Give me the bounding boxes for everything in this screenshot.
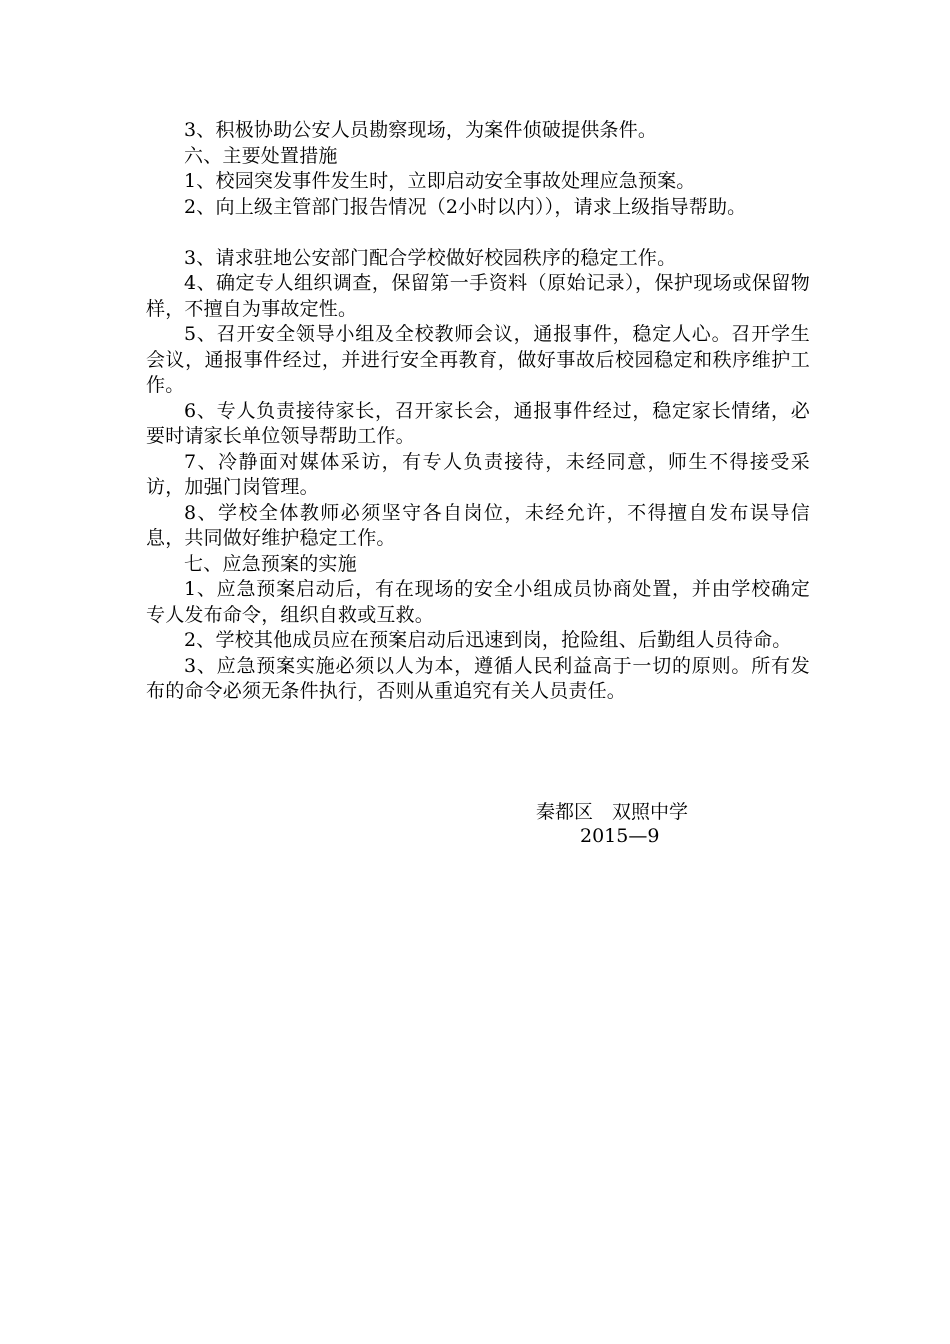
paragraph-measure-4: 4、确定专人组织调查，保留第一手资料（原始记录），保护现场或保留物样，不擅自为事故定性。 (146, 272, 810, 320)
paragraph-measure-8: 8、学校全体教师必须坚守各自岗位，未经允许，不得擅自发布误导信息，共同做好维护稳定工作。 (146, 501, 810, 549)
document-body (146, 118, 810, 705)
paragraph-measure-2: 2、向上级主管部门报告情况（2小时以内）），请求上级指导帮助。 (184, 195, 747, 218)
paragraph-measure-1: 1、校园突发事件发生时，立即启动安全事故处理应急预案。 (184, 170, 696, 192)
paragraph-implementation-3: 3、应急预案实施必须以人为本，遵循人民利益高于一切的原则。所有发布的命令必须无条件执行，否则从重追究有关人员责任。 (146, 654, 810, 702)
signature-date: 2015—9 (580, 825, 660, 847)
paragraph-measure-6: 6、专人负责接待家长，召开家长会，通报事件经过，稳定家长情绪，必要时请家长单位领导帮助工作。 (146, 399, 810, 447)
section-heading-implementation: 七、应急预案的实施 (184, 552, 357, 575)
paragraph-implementation-2: 2、学校其他成员应在预案启动后迅速到岗，抢险组、后勤组人员待命。 (184, 629, 792, 651)
paragraph-measure-3: 3、请求驻地公安部门配合学校做好校园秩序的稳定工作。 (184, 246, 677, 269)
paragraph-spacer (146, 220, 810, 246)
paragraph-measure-7: 7、冷静面对媒体采访，有专人负责接待，未经同意，师生不得接受采访，加强门岗管理。 (146, 450, 810, 498)
paragraph-assist-police: 3、积极协助公安人员勘察现场，为案件侦破提供条件。 (184, 119, 658, 141)
signature-organization: 秦都区 双照中学 (536, 801, 689, 823)
paragraph-measure-5: 5、召开安全领导小组及全校教师会议，通报事件，稳定人心。召开学生会议，通报事件经过，并进行安全再教育，做好事故后校园稳定和秩序维护工作。 (146, 323, 810, 396)
section-heading-measures: 六、主要处置措施 (184, 144, 338, 167)
paragraph-implementation-1: 1、应急预案启动后，有在现场的安全小组成员协商处置，并由学校确定专人发布命令，组织自救或互救。 (146, 578, 810, 626)
signature-block (536, 800, 756, 848)
